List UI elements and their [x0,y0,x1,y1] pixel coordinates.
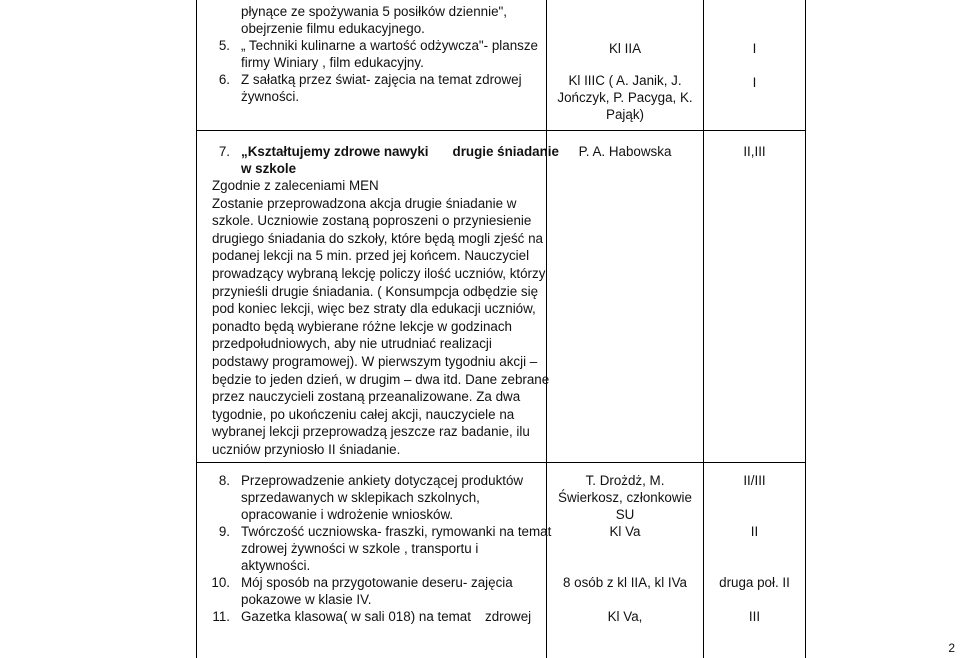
description-line: Zgodnie z zaleceniami MEN [212,178,379,193]
item-5-line: firmy Winiary , film edukacyjny. [241,55,424,70]
term-text: druga poł. II [719,575,790,590]
item-11-line: zdrowej [485,609,532,624]
item-6-line: żywności. [241,89,300,104]
description-line: przedpołudniowych, aby nie utrudniać realizacji [212,336,492,352]
item-11-line: Gazetka klasowa( w sali 018) na temat [241,609,471,624]
responsible-text: Kl Va, [607,609,643,624]
item-10-line: Mój sposób na przygotowanie deseru- zajęcia [241,575,513,590]
description-line: podanej lekcji na 5 min. przed jej końcem. Nauczyciel [212,248,530,264]
responsible-text: Kl Va [609,524,641,539]
table-border-col3 [703,0,704,658]
description-line: podstawy programowej). W pierwszym tygodniu akcji – [212,354,538,369]
responsible-text: Kl IIA [609,41,641,56]
page-number: 2 [948,641,955,655]
item-9-line: aktywności. [241,558,311,573]
item-7-title-part: „Kształtujemy zdrowe nawyki [241,144,429,159]
item-7-title [241,143,559,161]
term-text: II,III [743,144,766,159]
item-8-line: Przeprowadzenie ankiety dotyczącej produktów [241,473,524,488]
responsible-text: Pająk) [606,107,644,122]
responsible-text: Kl IIIC ( A. Janik, J. [568,73,682,88]
item-number: 9. [218,524,230,539]
term-text: II/III [743,473,766,488]
responsible-text: Świerkosz, członkowie [558,490,692,505]
item-8-line: opracowanie i wdrożenie wniosków. [241,507,454,522]
item-number: 5. [218,38,230,53]
responsible-text: T. Drożdż, M. [585,473,665,488]
item-4-line: płynące ze spożywania 5 posiłków dziennie", [241,4,508,19]
description-line: pod koniec lekcji, więc bez straty dla edukacji uczniów, [212,301,536,317]
description-line: przez nauczycieli zostaną przeanalizowane. Za dwa [212,389,521,405]
item-number: 10. [211,575,230,590]
term-text: I [752,41,757,56]
table-border-right [805,0,806,658]
item-number: 11. [212,609,230,624]
description-line: szkole. Uczniowie zostaną poproszeni o przyniesienie [212,213,532,229]
row-divider [196,130,806,131]
description-line: ponadto będą wybierane różne lekcje w godzinach [212,318,513,334]
table-border-left [196,0,197,658]
term-text: II [750,524,759,539]
responsible-text: Jończyk, P. Pacyga, K. [557,90,693,105]
item-number: 6. [218,72,230,87]
item-9-line: zdrowej żywności w szkole , transportu i [241,541,479,556]
item-6-line: Z sałatką przez świat- zajęcia na temat zdrowej [241,72,522,87]
description-line: wybranej lekcji przeprowadzą jeszcze raz badanie, ilu [212,424,530,440]
item-number: 8. [218,473,230,488]
item-9-line: Twórczość uczniowska- fraszki, rymowanki na temat [241,524,552,539]
term-text: I [752,75,757,90]
item-7-title-part: drugie śniadanie [452,144,559,159]
responsible-text: SU [615,507,635,522]
item-number: 7. [218,144,230,159]
responsible-text: 8 osób z kl IIA, kl IVa [562,575,688,590]
description-line: prowadzący wybraną lekcję policzy ilość uczniów, którzy [212,266,546,281]
description-line: uczniów przyniosło II śniadanie. [212,442,401,457]
item-7-title: w szkole [241,161,297,176]
row-divider [196,462,806,463]
item-8-line: sprzedawanych w sklepikach szkolnych, [241,490,480,505]
description-line: przynieśli drugie śniadania. ( Konsumpcja odbędzie się [212,283,539,299]
item-5-line: „ Techniki kulinarne a wartość odżywcza"- plansze [241,38,538,53]
item-10-line: pokazowe w klasie IV. [241,592,372,607]
responsible-text: P. A. Habowska [578,144,672,159]
description-line: drugiego śniadania do szkoły, które będą mogli zjeść na [212,230,543,246]
item-4-line: obejrzenie filmu edukacyjnego. [241,21,425,36]
description-line: Zostanie przeprowadzona akcja drugie śniadanie w [212,195,517,211]
description-line: tygodnie, po ukończeniu całej akcji, nauczyciele na [212,406,515,422]
term-text: III [748,609,761,624]
description-line: będzie to jeden dzień, w drugim – dwa itd. Dane zebrane [212,371,550,387]
